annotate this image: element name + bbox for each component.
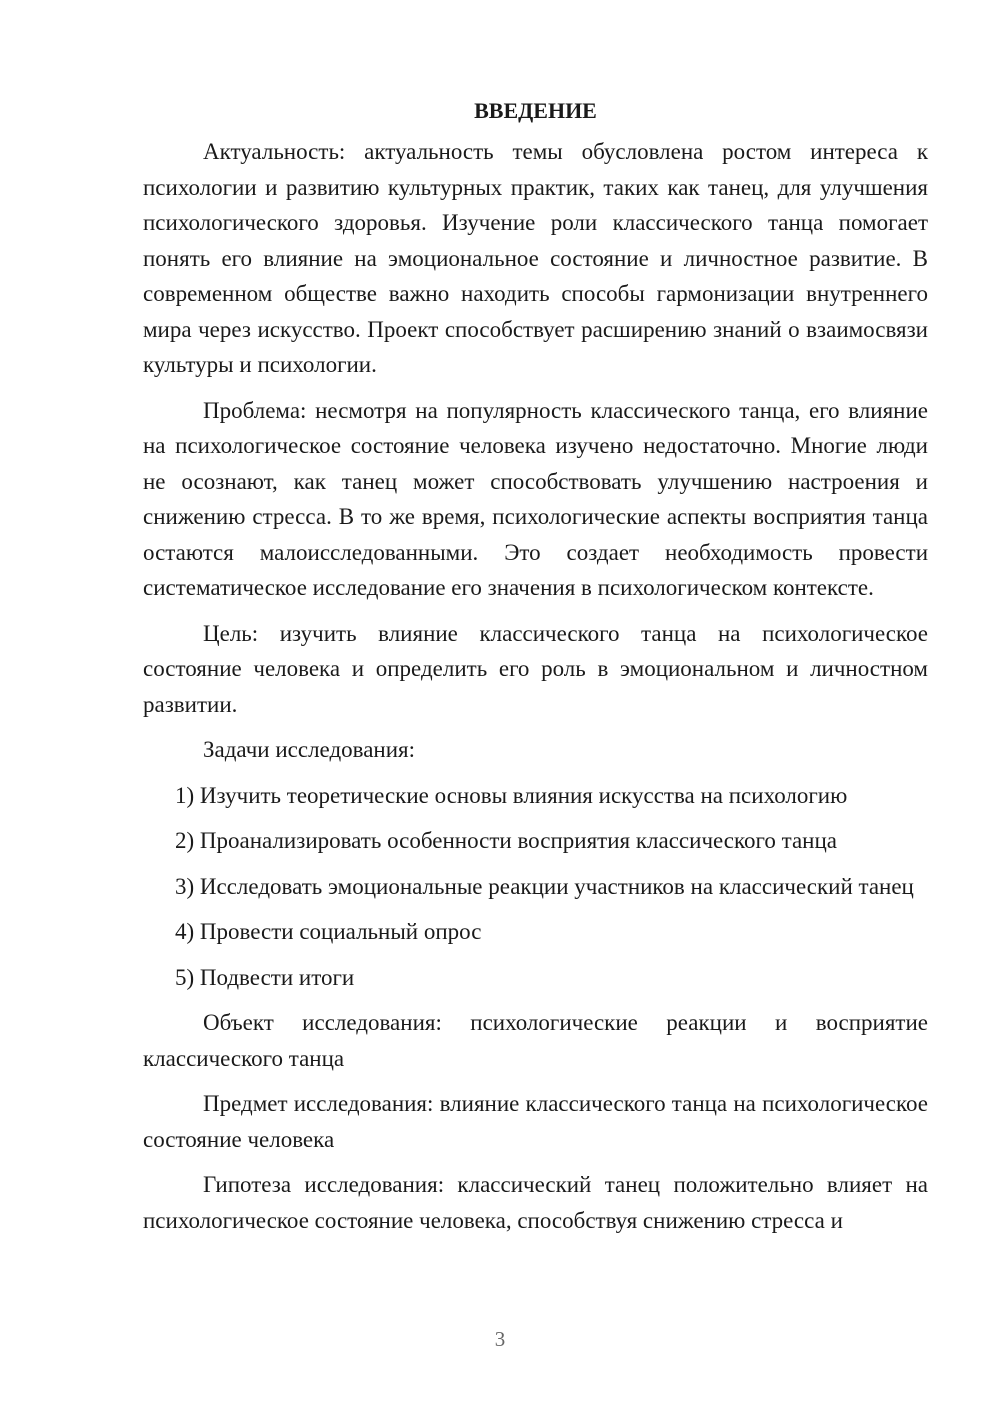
document-page [143, 93, 928, 1248]
paragraph-relevance: Актуальность: актуальность темы обусловлена ростом интереса к психологии и развитию культурных практик, таких как танец, для улучшения психологического здоровья. Изучение роли классического танца помогает понять его влияние на эмоциональное состояние и личностное развитие. В современном обществе важно находить способы гармонизации внутреннего мира через искусство. Проект способствует расширению знаний о взаимосвязи культуры и психологии. [143, 139, 928, 377]
paragraph-subject: Предмет исследования: влияние классического танца на психологическое состояние человека [143, 1091, 928, 1152]
section-title: ВВЕДЕНИЕ [474, 98, 597, 123]
paragraph-hypothesis: Гипотеза исследования: классический танец положительно влияет на психологическое состояние человека, способствуя снижению стресса и [143, 1172, 928, 1233]
task-item-4: 4) Провести социальный опрос [175, 919, 482, 944]
paragraph-goal: Цель: изучить влияние классического танца на психологическое состояние человека и определить его роль в эмоциональном и личностном развитии. [143, 620, 928, 717]
paragraph-problem: Проблема: несмотря на популярность классического танца, его влияние на психологическое состояние человека изучено недостаточно. Многие люди не осознают, как танец может способствовать улучшению настроения и снижению стресса. В то же время, психологические аспекты восприятия танца остаются малоисследованными. Это создает необходимость провести систематическое исследование его значения в психологическом контексте. [143, 397, 928, 600]
paragraph-tasks-heading: Задачи исследования: [203, 737, 416, 762]
task-item-5: 5) Подвести итоги [175, 964, 355, 990]
task-item-3: 3) Исследовать эмоциональные реакции участников на классический танец [175, 873, 914, 899]
paragraph-object: Объект исследования: психологические реакции и восприятие классического танца [143, 1010, 928, 1071]
task-item-1: 1) Изучить теоретические основы влияния искусства на психологию [175, 782, 848, 808]
task-item-2: 2) Проанализировать особенности восприятия классического танца [175, 828, 837, 853]
page-number: 3 [494, 1327, 506, 1351]
